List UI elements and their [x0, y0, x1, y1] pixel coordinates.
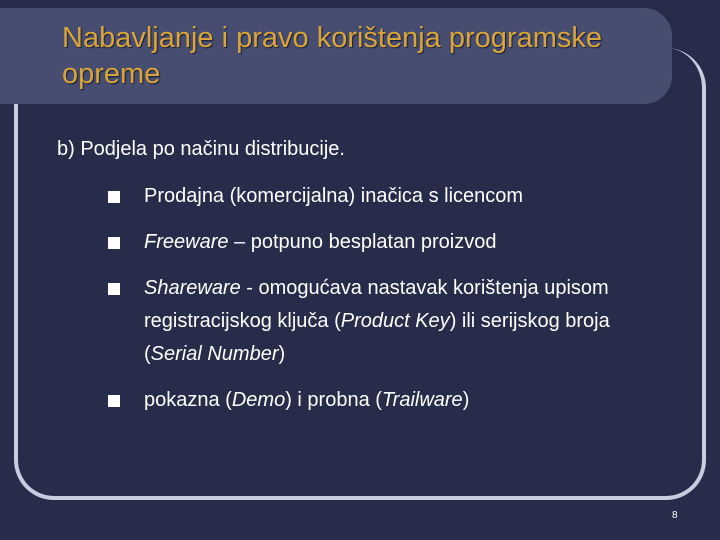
bullet-text: Product Key — [340, 310, 450, 332]
bullet-text: - omogućava nastavak korištenja upisom registracijskog ključa ( — [144, 277, 609, 332]
bullet-item — [108, 272, 668, 371]
bullet-text: ) ili serijskog broja ( — [144, 310, 610, 365]
bullet-text: ) i probna ( — [285, 389, 382, 411]
square-bullet-icon — [108, 283, 120, 295]
square-bullet-icon — [108, 237, 120, 249]
bullet-list — [108, 180, 668, 430]
subhead-emphasis: načinu distribucije — [180, 138, 340, 160]
bullet-text: Freeware — [144, 231, 229, 253]
bullet-text: Serial Number — [150, 343, 279, 365]
bullet-text: – potpuno besplatan proizvod — [228, 231, 497, 253]
square-bullet-icon — [108, 395, 120, 407]
slide-title: Nabavljanje i pravo korištenja programske opreme — [62, 22, 602, 90]
bullet-item — [108, 384, 668, 417]
bullet-item — [108, 226, 668, 259]
bullet-item — [108, 180, 668, 213]
page-number: 8 — [672, 510, 678, 521]
bullet-text: pokazna ( — [144, 389, 232, 411]
square-bullet-icon — [108, 191, 120, 203]
bullet-text: Demo — [231, 389, 286, 411]
subhead-prefix: b) Podjela po — [57, 138, 181, 160]
bullet-text: Shareware — [144, 277, 241, 299]
bullet-text: ) — [278, 343, 286, 365]
section-subhead — [57, 138, 345, 161]
subhead-suffix: . — [339, 138, 345, 160]
bullet-text: Trailware — [381, 389, 463, 411]
bullet-text: ) — [462, 389, 470, 411]
bullet-text: Prodajna (komercijalna) inačica s licencom — [144, 185, 524, 207]
